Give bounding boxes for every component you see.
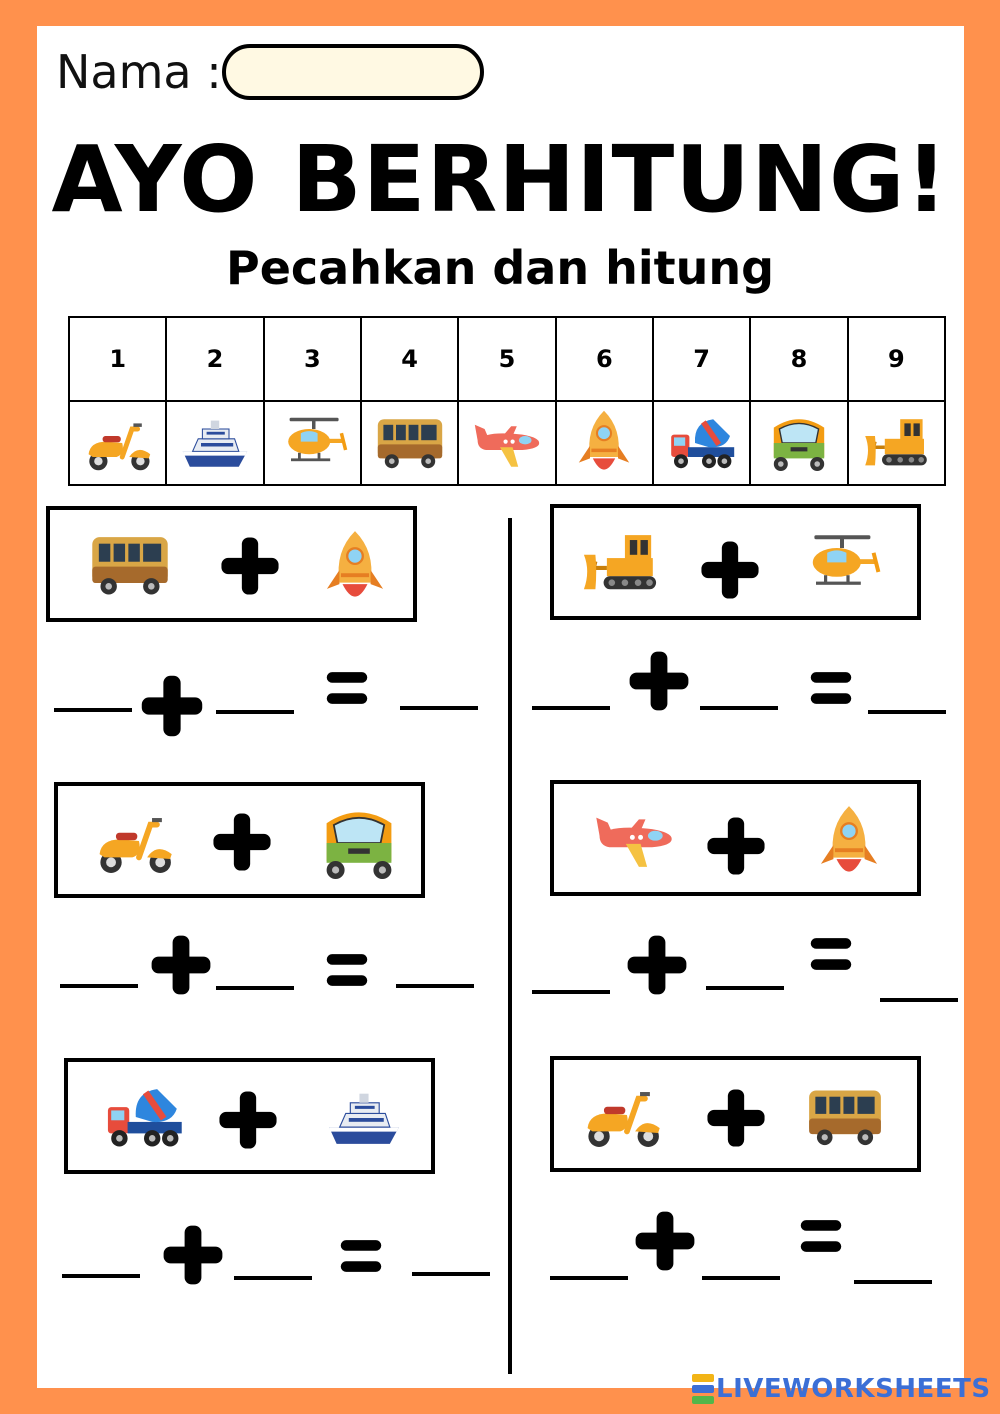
answer-blank[interactable]	[706, 986, 784, 990]
equals-icon	[328, 1234, 394, 1278]
key-number: 7	[653, 317, 750, 401]
answer-blank[interactable]	[216, 986, 294, 990]
bus-icon	[782, 1078, 908, 1156]
answer-blank[interactable]	[532, 706, 610, 710]
bulldozer-icon	[558, 522, 682, 604]
problem-5-box	[64, 1058, 435, 1174]
answer-blank[interactable]	[54, 708, 132, 712]
helicopter-icon	[778, 524, 902, 604]
problem-2-box	[550, 504, 921, 620]
helicopter-icon	[268, 408, 356, 478]
plus-icon	[146, 930, 216, 1000]
logo-mark-icon	[692, 1374, 714, 1404]
scooter-icon	[72, 800, 196, 882]
airplane-icon	[572, 798, 696, 880]
cement-truck-icon	[658, 408, 746, 478]
answer-blank[interactable]	[532, 990, 610, 994]
rocket-icon	[316, 520, 394, 614]
vehicle-number-key	[68, 316, 946, 486]
answer-blank[interactable]	[400, 706, 478, 710]
problem-4-box	[550, 780, 921, 896]
airplane-icon	[463, 408, 551, 478]
equals-icon	[788, 1214, 854, 1258]
key-number: 3	[264, 317, 361, 401]
answer-blank[interactable]	[700, 706, 778, 710]
liveworksheets-logo	[692, 1372, 991, 1406]
plus-icon	[630, 1206, 700, 1276]
key-number: 8	[750, 317, 847, 401]
cement-truck-icon	[90, 1076, 198, 1158]
key-number: 1	[69, 317, 166, 401]
scooter-icon	[560, 1074, 684, 1156]
bulldozer-icon	[852, 408, 940, 478]
answer-blank[interactable]	[880, 998, 958, 1002]
scooter-icon	[74, 408, 162, 478]
equals-icon	[798, 666, 864, 710]
answer-blank[interactable]	[60, 984, 138, 988]
answer-blank[interactable]	[396, 984, 474, 988]
bajaj-icon	[755, 408, 843, 478]
answer-blank[interactable]	[216, 710, 294, 714]
key-number: 4	[361, 317, 458, 401]
bus-icon	[366, 408, 454, 478]
key-number: 2	[166, 317, 263, 401]
plus-icon	[136, 670, 208, 742]
rocket-icon	[560, 408, 648, 478]
key-number: 9	[848, 317, 945, 401]
name-label: Nama :	[56, 45, 222, 99]
ship-icon	[298, 1080, 430, 1156]
bus-icon	[68, 524, 192, 606]
key-number: 5	[458, 317, 555, 401]
answer-blank[interactable]	[62, 1274, 140, 1278]
answer-blank[interactable]	[868, 710, 946, 714]
page-title: AYO BERHITUNG!	[51, 126, 949, 233]
key-number: 6	[556, 317, 653, 401]
problem-1-box	[46, 506, 417, 622]
plus-icon	[624, 646, 694, 716]
equals-icon	[314, 948, 380, 992]
equals-icon	[314, 666, 380, 710]
answer-blank[interactable]	[550, 1276, 628, 1280]
plus-icon	[622, 930, 692, 1000]
plus-icon	[158, 1220, 228, 1290]
rocket-icon	[810, 788, 888, 896]
plus-icon	[702, 1084, 770, 1152]
plus-icon	[216, 532, 284, 600]
bajaj-icon	[314, 796, 404, 890]
answer-blank[interactable]	[412, 1272, 490, 1276]
answer-blank[interactable]	[234, 1276, 312, 1280]
equals-icon	[798, 932, 864, 976]
plus-icon	[702, 812, 770, 880]
name-input[interactable]	[222, 44, 484, 100]
problem-3-box	[54, 782, 425, 898]
plus-icon	[696, 536, 764, 604]
answer-blank[interactable]	[702, 1276, 780, 1280]
answer-blank[interactable]	[854, 1280, 932, 1284]
ship-icon	[171, 408, 259, 478]
problem-6-box	[550, 1056, 921, 1172]
column-divider	[508, 518, 512, 1374]
plus-icon	[214, 1086, 282, 1154]
brand-text: LIVEWORKSHEETS	[716, 1374, 991, 1404]
plus-icon	[208, 808, 276, 876]
page-subtitle: Pecahkan dan hitung	[225, 241, 775, 295]
